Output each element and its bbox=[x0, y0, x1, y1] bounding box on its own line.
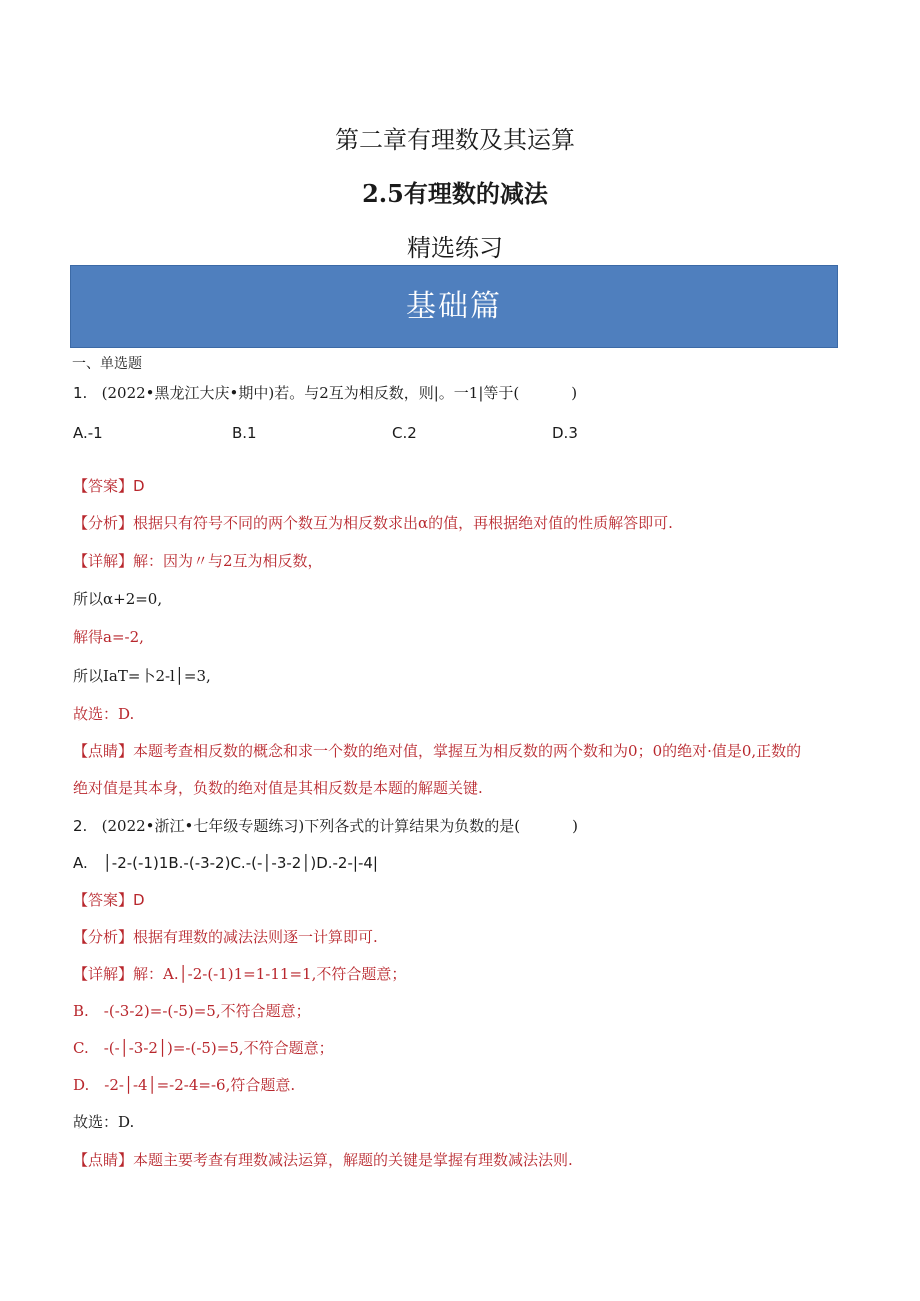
question-stem-end: ) bbox=[571, 384, 578, 402]
question-1 bbox=[73, 382, 577, 403]
q2-choice: 故选：D. bbox=[73, 1113, 135, 1131]
subtitle: 精选练习 bbox=[407, 234, 503, 262]
answer-value: D bbox=[133, 891, 145, 909]
detail-label: 【详解】 bbox=[73, 552, 134, 570]
section-heading: 一、单选题 bbox=[72, 356, 142, 372]
banner-text: 基础篇 bbox=[406, 289, 502, 324]
analysis-text: 根据有理数的减法法则逐一计算即可. bbox=[133, 928, 378, 946]
q1-answer bbox=[73, 475, 145, 496]
section-banner bbox=[70, 265, 838, 348]
question-source: (2022•黑龙江大庆•期中) bbox=[101, 384, 275, 402]
q1-step-1: 所以α+2=0, bbox=[73, 590, 163, 608]
question-stem: 下列各式的计算结果为负数的是( bbox=[304, 817, 521, 835]
q1-detail bbox=[73, 550, 323, 571]
answer-label: 【答案】 bbox=[73, 477, 134, 495]
analysis-label: 【分析】 bbox=[73, 928, 134, 946]
q2-step-b: B. -(-3-2)=-(-5)=5,不符合题意； bbox=[73, 1002, 311, 1020]
q2-options: A. │-2-(-1)1B.-(-3-2)C.-(-│-3-2│)D.-2-|-4| bbox=[73, 854, 378, 872]
q1-comment-cont: 绝对值是其本身，负数的绝对值是其相反数是本题的解题关键. bbox=[73, 779, 483, 797]
comment-text: 本题主要考查有理数减法运算，解题的关键是掌握有理数减法法则. bbox=[133, 1151, 573, 1169]
q2-step-c: C. -(-│-3-2│)=-(-5)=5,不符合题意； bbox=[73, 1039, 334, 1057]
analysis-text: 根据只有符号不同的两个数互为相反数求出α的值，再根据绝对值的性质解答即可. bbox=[133, 514, 673, 532]
q1-analysis bbox=[73, 512, 673, 533]
q2-detail bbox=[73, 963, 406, 984]
question-number: 2. bbox=[73, 817, 88, 835]
option-b: B.1 bbox=[232, 424, 257, 442]
q1-choice: 故选：D. bbox=[73, 705, 135, 723]
comment-label: 【点睛】 bbox=[73, 1151, 134, 1169]
comment-text: 本题考查相反数的概念和求一个数的绝对值，掌握互为相反数的两个数和为0；0的绝对·值是0,正数的 bbox=[133, 742, 802, 760]
question-2 bbox=[73, 815, 578, 836]
q2-step-d: D. -2-│-4│=-2-4=-6,符合题意. bbox=[73, 1076, 296, 1094]
q1-step-2: 解得a=-2, bbox=[73, 628, 144, 646]
question-number: 1. bbox=[73, 384, 88, 402]
question-stem: 若。与2互为相反数，则|。一1|等于( bbox=[274, 384, 520, 402]
detail-text: 解：A.│-2-(-1)1=1-11=1,不符合题意； bbox=[133, 965, 407, 983]
analysis-label: 【分析】 bbox=[73, 514, 134, 532]
option-d: D.3 bbox=[552, 424, 578, 442]
comment-label: 【点睛】 bbox=[73, 742, 134, 760]
answer-label: 【答案】 bbox=[73, 891, 134, 909]
q1-comment bbox=[73, 740, 801, 761]
answer-value: D bbox=[133, 477, 145, 495]
detail-label: 【详解】 bbox=[73, 965, 134, 983]
q2-answer bbox=[73, 889, 145, 910]
q1-step-3: 所以IaT=卜2-l│=3, bbox=[73, 667, 211, 685]
chapter-title: 第二章有理数及其运算 bbox=[335, 126, 575, 154]
option-a: A.-1 bbox=[73, 424, 103, 442]
q2-comment bbox=[73, 1149, 573, 1170]
lesson-title: 2.5有理数的减法 bbox=[362, 179, 548, 208]
detail-text: 解：因为〃与2互为相反数， bbox=[133, 552, 323, 570]
q2-analysis bbox=[73, 926, 378, 947]
question-stem-end: ) bbox=[572, 817, 578, 835]
option-c: C.2 bbox=[392, 424, 417, 442]
question-source: (2022•浙江•七年级专题练习) bbox=[101, 817, 305, 835]
